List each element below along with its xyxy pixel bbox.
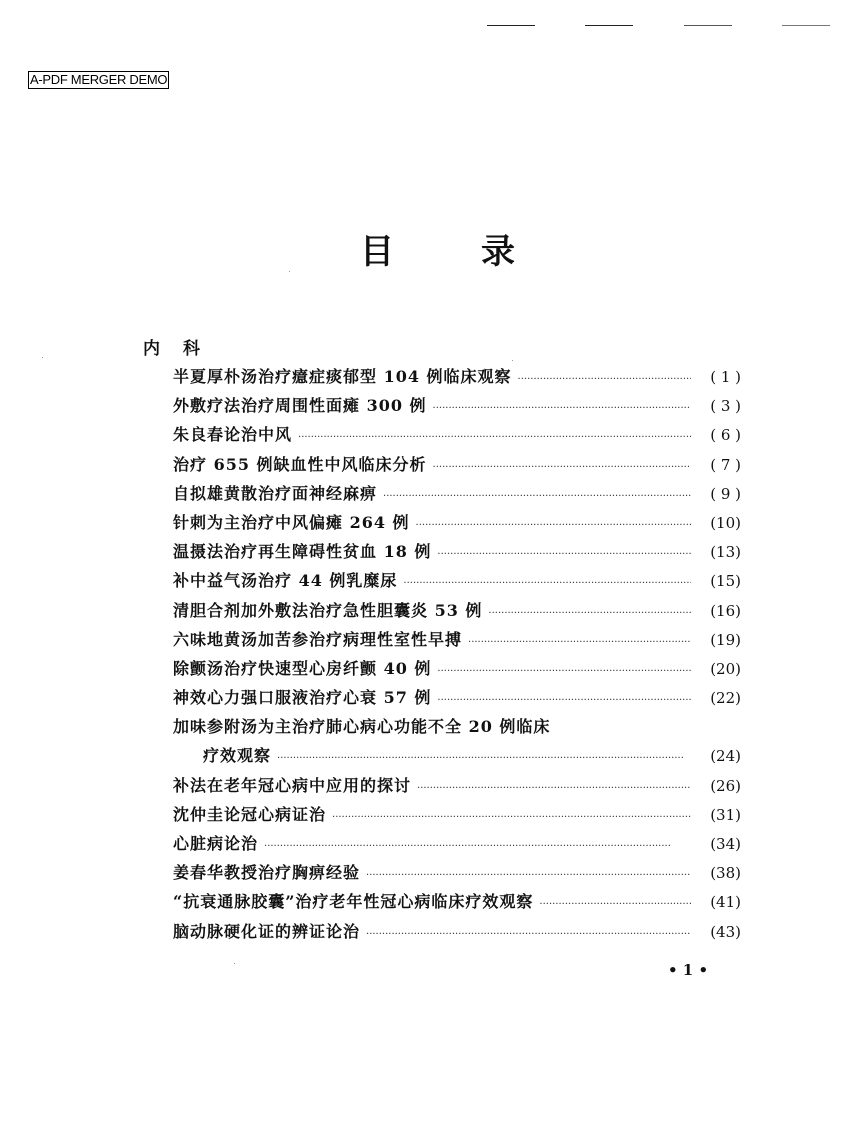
toc-dot-leader xyxy=(298,427,691,449)
toc-dot-leader xyxy=(416,515,691,537)
toc-entry-title: 清胆合剂加外敷法治疗急性胆囊炎 53 例 xyxy=(173,600,483,620)
toc-entry[interactable] xyxy=(173,804,741,833)
toc-entry-page: (22) xyxy=(710,689,741,708)
toc-dot-leader xyxy=(518,369,691,391)
toc-entry-title: 脑动脉硬化证的辨证论治 xyxy=(173,921,361,941)
header-rule-1 xyxy=(487,25,535,26)
table-of-contents xyxy=(173,366,741,950)
toc-entry[interactable] xyxy=(173,891,741,920)
toc-entry-page: (26) xyxy=(710,776,741,795)
header-rule-3 xyxy=(684,25,732,26)
toc-entry[interactable] xyxy=(173,454,741,483)
toc-dot-leader xyxy=(403,573,691,595)
toc-entry-page: ( 1 ) xyxy=(710,368,741,386)
section-heading-char-1: 内 xyxy=(143,339,160,359)
toc-entry-title: 除颤汤治疗快速型心房纤颤 40 例 xyxy=(173,658,432,678)
section-heading-char-2: 科 xyxy=(183,339,200,359)
toc-entry[interactable] xyxy=(173,921,741,950)
toc-entry-title: 针刺为主治疗中风偏瘫 264 例 xyxy=(173,512,410,532)
toc-entry-page: (38) xyxy=(710,864,741,883)
toc-entry-title: “抗衰通脉胶囊”治疗老年性冠心病临床疗效观察 xyxy=(173,892,534,912)
toc-dot-leader xyxy=(417,778,691,800)
toc-entry-page: (15) xyxy=(710,572,741,591)
toc-entry-title: 补中益气汤治疗 44 例乳糜尿 xyxy=(173,571,398,591)
toc-dot-leader xyxy=(332,807,691,829)
toc-entry-page: (13) xyxy=(710,543,741,562)
toc-entry-title: 治疗 655 例缺血性中风临床分析 xyxy=(173,454,427,474)
toc-entry-page: ( 6 ) xyxy=(710,426,741,445)
toc-entry-page: (34) xyxy=(710,835,741,853)
toc-entry-title: 心脏病论治 xyxy=(173,834,259,853)
toc-entry[interactable] xyxy=(173,541,741,570)
toc-dot-leader xyxy=(433,457,691,479)
toc-entry-page: ( 7 ) xyxy=(710,455,741,474)
toc-entry-title: 外敷疗法治疗周围性面瘫 300 例 xyxy=(173,396,427,416)
toc-entry-title: 沈仲圭论冠心病证治 xyxy=(173,804,327,824)
toc-dot-leader xyxy=(488,603,691,625)
toc-entry-title: 半夏厚朴汤治疗癔症痰郁型 104 例临床观察 xyxy=(173,367,512,386)
scan-speck xyxy=(289,271,290,272)
toc-dot-leader xyxy=(437,690,691,712)
toc-entry-title: 朱良春论治中风 xyxy=(173,425,293,445)
toc-entry[interactable] xyxy=(173,570,741,599)
toc-entry[interactable] xyxy=(173,366,741,395)
scan-speck xyxy=(234,963,235,964)
toc-entry-wrapped-line[interactable] xyxy=(173,716,741,745)
toc-entry-page: (20) xyxy=(710,659,741,678)
scan-speck xyxy=(512,360,513,361)
toc-entry[interactable] xyxy=(173,775,741,804)
toc-dot-leader xyxy=(277,748,691,770)
toc-dot-leader xyxy=(366,924,691,946)
toc-entry[interactable] xyxy=(173,629,741,658)
toc-dot-leader xyxy=(264,836,691,858)
toc-entry[interactable] xyxy=(173,687,741,716)
toc-entry-title: 补法在老年冠心病中应用的探讨 xyxy=(173,775,412,795)
toc-dot-leader xyxy=(437,544,691,566)
toc-dot-leader xyxy=(468,632,691,654)
toc-entry[interactable] xyxy=(173,658,741,687)
toc-entry[interactable] xyxy=(173,833,741,862)
toc-entry-page: (41) xyxy=(710,893,741,912)
page-number: • 1 • xyxy=(668,961,709,979)
toc-entry-title: 六味地黄汤加苦参治疗病理性室性早搏 xyxy=(173,629,463,649)
watermark-label: A-PDF MERGER DEMO xyxy=(30,72,168,87)
toc-entry[interactable] xyxy=(173,600,741,629)
toc-entry-title: 自拟雄黄散治疗面神经麻痹 xyxy=(173,483,378,503)
toc-entry-title: 温摄法治疗再生障碍性贫血 18 例 xyxy=(173,542,432,562)
toc-entry[interactable] xyxy=(173,512,741,541)
toc-entry[interactable] xyxy=(173,424,741,453)
toc-dot-leader xyxy=(433,398,691,420)
header-rule-2 xyxy=(585,25,633,26)
toc-dot-leader xyxy=(437,661,691,683)
toc-entry-page: (16) xyxy=(710,601,741,620)
toc-entry-page: (43) xyxy=(710,922,741,941)
page-title-char-2: 录 xyxy=(481,232,515,272)
toc-entry-page: (19) xyxy=(710,630,741,649)
toc-entry[interactable] xyxy=(173,483,741,512)
page-title-char-1: 目 xyxy=(360,232,394,272)
toc-entry-page: (31) xyxy=(710,805,741,824)
header-rule-4 xyxy=(782,25,830,26)
toc-entry-continuation[interactable] xyxy=(173,745,741,774)
toc-entry-title: 姜春华教授治疗胸痹经验 xyxy=(173,863,361,883)
toc-entry-page: ( 3 ) xyxy=(710,397,741,416)
toc-entry[interactable] xyxy=(173,862,741,891)
toc-dot-leader xyxy=(539,894,691,916)
scan-speck xyxy=(42,357,43,358)
toc-entry[interactable] xyxy=(173,395,741,424)
toc-entry-title: 神效心力强口服液治疗心衰 57 例 xyxy=(173,688,432,708)
toc-entry-title: 加味参附汤为主治疗肺心病心功能不全 20 例临床 xyxy=(173,717,551,737)
toc-entry-title: 疗效观察 xyxy=(203,746,272,766)
toc-dot-leader xyxy=(383,486,691,508)
toc-dot-leader xyxy=(366,865,691,887)
toc-entry-page: (24) xyxy=(710,747,741,766)
toc-entry-page: ( 9 ) xyxy=(710,484,741,503)
toc-entry-page: (10) xyxy=(710,513,741,532)
